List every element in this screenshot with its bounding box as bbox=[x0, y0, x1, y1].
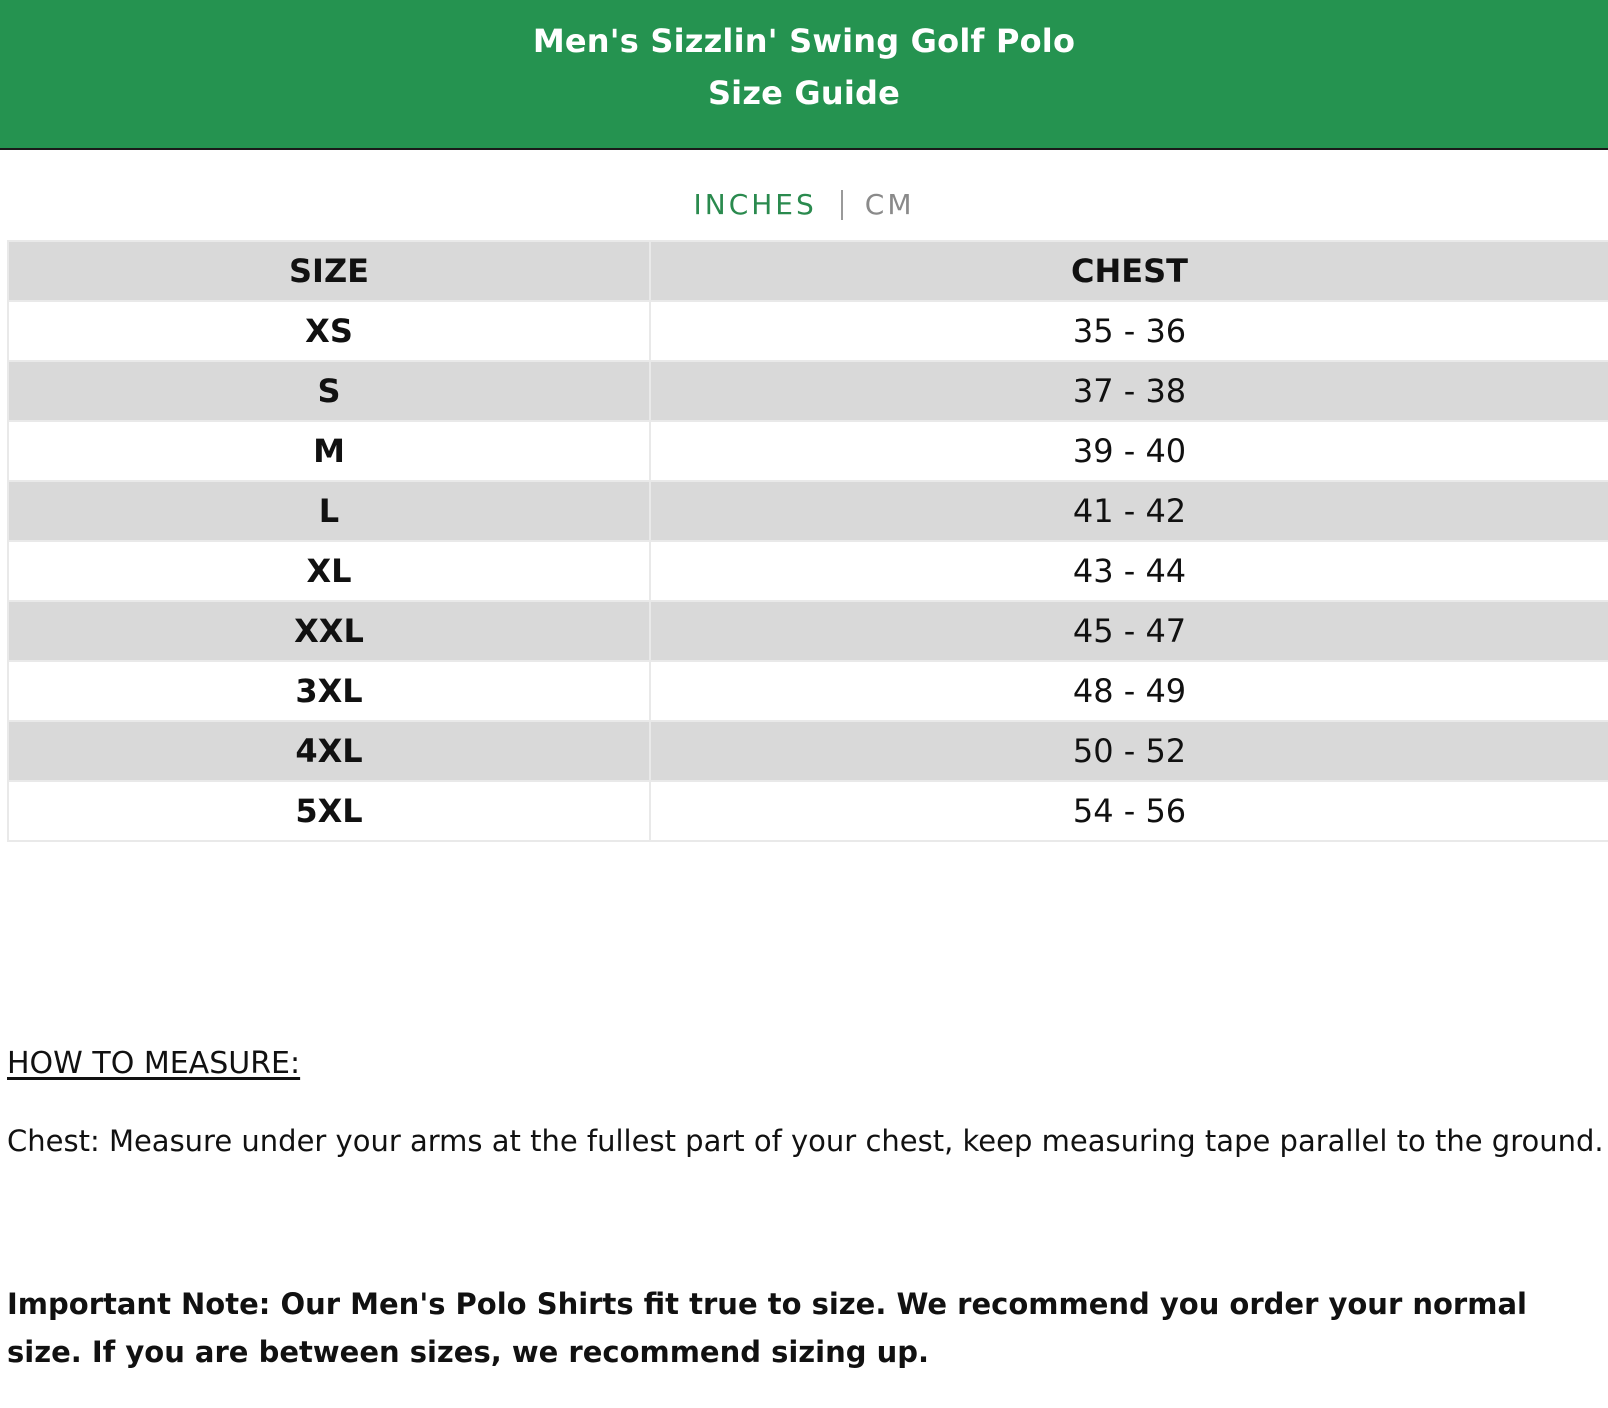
table-row bbox=[8, 721, 1608, 781]
size-cell: 3XL bbox=[8, 661, 650, 721]
how-to-measure-heading: HOW TO MEASURE: bbox=[7, 1046, 301, 1081]
table-row bbox=[8, 781, 1608, 841]
chest-cell: 41 - 42 bbox=[650, 481, 1608, 541]
size-table bbox=[7, 240, 1608, 842]
chest-cell: 54 - 56 bbox=[650, 781, 1608, 841]
table-row bbox=[8, 301, 1608, 361]
unit-divider bbox=[841, 190, 843, 220]
chest-cell: 43 - 44 bbox=[650, 541, 1608, 601]
table-row bbox=[8, 541, 1608, 601]
table-row bbox=[8, 421, 1608, 481]
size-cell: S bbox=[8, 361, 650, 421]
column-header-chest: CHEST bbox=[650, 241, 1608, 301]
size-cell: M bbox=[8, 421, 650, 481]
size-cell: XL bbox=[8, 541, 650, 601]
table-header-row bbox=[8, 241, 1608, 301]
table-row bbox=[8, 661, 1608, 721]
product-title: Men's Sizzlin' Swing Golf Polo bbox=[532, 22, 1076, 60]
table-row bbox=[8, 361, 1608, 421]
table-row bbox=[8, 481, 1608, 541]
table-row bbox=[8, 601, 1608, 661]
size-cell: XS bbox=[8, 301, 650, 361]
chest-measure-instruction: Chest: Measure under your arms at the fullest part of your chest, keep measuring tape parallel to the ground. bbox=[7, 1124, 1604, 1158]
column-header-size: SIZE bbox=[8, 241, 650, 301]
unit-cm-option[interactable]: CM bbox=[864, 188, 915, 221]
page-header bbox=[0, 0, 1608, 150]
chest-cell: 50 - 52 bbox=[650, 721, 1608, 781]
size-table-container bbox=[7, 240, 1608, 842]
chest-cell: 48 - 49 bbox=[650, 661, 1608, 721]
chest-cell: 35 - 36 bbox=[650, 301, 1608, 361]
size-cell: 4XL bbox=[8, 721, 650, 781]
unit-toggle bbox=[0, 188, 1608, 221]
size-guide-title: Size Guide bbox=[707, 74, 901, 112]
chest-cell: 39 - 40 bbox=[650, 421, 1608, 481]
chest-cell: 45 - 47 bbox=[650, 601, 1608, 661]
size-cell: L bbox=[8, 481, 650, 541]
size-cell: 5XL bbox=[8, 781, 650, 841]
chest-cell: 37 - 38 bbox=[650, 361, 1608, 421]
size-cell: XXL bbox=[8, 601, 650, 661]
important-note: Important Note: Our Men's Polo Shirts fit true to size. We recommend you order your normal size. If you are between sizes, we recommend sizing up. bbox=[7, 1287, 1527, 1369]
unit-inches-option[interactable]: INCHES bbox=[693, 188, 817, 221]
